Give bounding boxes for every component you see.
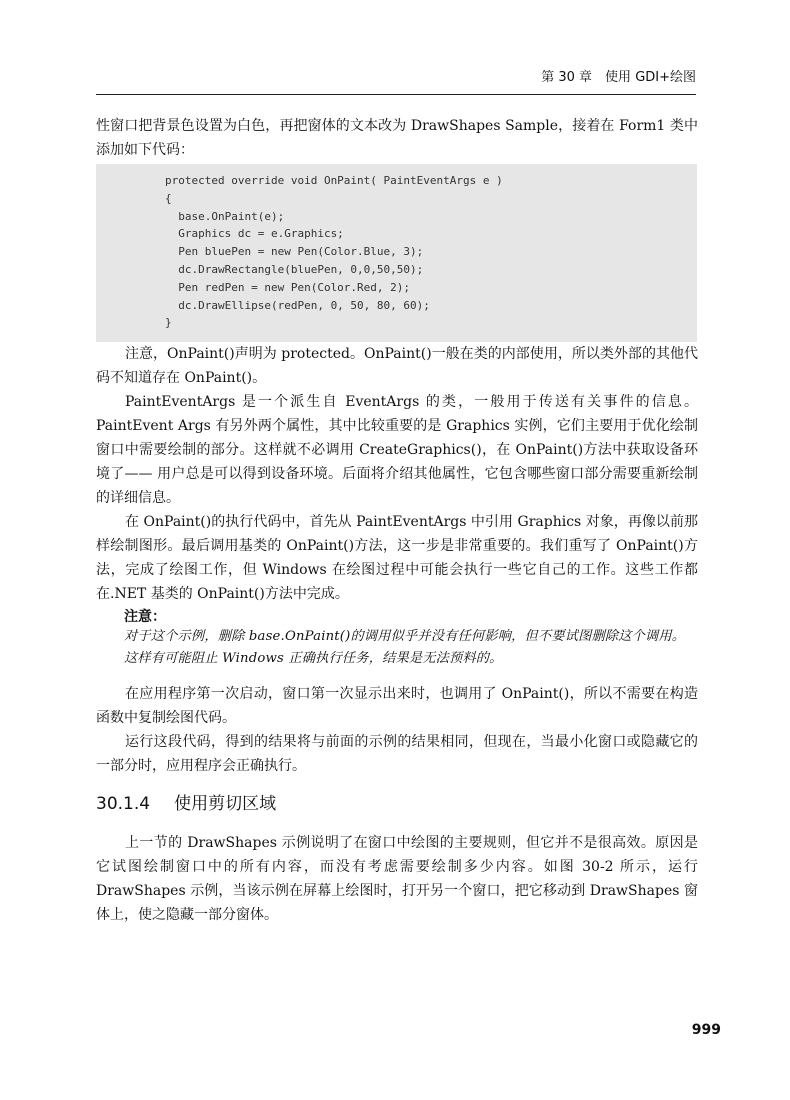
chapter-title: 第 30 章 使用 GDI+绘图 xyxy=(541,70,696,85)
code-line: { xyxy=(165,191,172,205)
code-block xyxy=(96,164,697,342)
intro-section xyxy=(96,114,698,162)
body-paragraph: 注意，OnPaint()声明为 protected。OnPaint()一般在类的内部使用，所以类外部的其他代码不知道存在 OnPaint()。 xyxy=(96,346,698,386)
page-header xyxy=(96,66,696,95)
intro-paragraph: 性窗口把背景色设置为白色，再把窗体的文本改为 DrawShapes Sample，接着在 Form1 类中添加如下代码： xyxy=(96,118,698,158)
note-title: 注意： xyxy=(124,609,166,625)
explanation-section xyxy=(96,342,698,606)
after-note-section xyxy=(96,682,698,778)
note-text: 对于这个示例，删除 base.OnPaint()的调用似乎并没有任何影响，但不要试图删除这个调用。这样有可能阻止 Windows 正确执行任务，结果是无法预料的。 xyxy=(124,629,686,666)
code-line: Pen redPen = new Pen(Color.Red, 2); xyxy=(165,280,411,294)
code-line: } xyxy=(165,316,172,330)
body-paragraph: 在应用程序第一次启动，窗口第一次显示出来时，也调用了 OnPaint()，所以不需要在构造函数中复制绘图代码。 xyxy=(96,686,698,726)
body-paragraph: 上一节的 DrawShapes 示例说明了在窗口中绘图的主要规则，但它并不是很高效。原因是它试图绘制窗口中的所有内容，而没有考虑需要绘制多少内容。如图 30-2 所示，运行 DrawShapes 示例，当该示例在屏幕上绘图时，打开另一个窗口，把它移动到 DrawShapes 窗体上，使之隐藏一部分窗体。 xyxy=(96,835,698,923)
body-paragraph: 运行这段代码，得到的结果将与前面的示例的结果相同，但现在，当最小化窗口或隐藏它的一部分时，应用程序会正确执行。 xyxy=(96,734,698,774)
code-line: dc.DrawEllipse(redPen, 0, 50, 80, 60); xyxy=(165,298,430,312)
body-paragraph: 在 OnPaint()的执行代码中，首先从 PaintEventArgs 中引用 Graphics 对象，再像以前那样绘制图形。最后调用基类的 OnPaint()方法，这一步是非常重要的。我们重写了 OnPaint()方法，完成了绘图工作，但 Windows 在绘图过程中可能会执行一些它自己的工作。这些工作都在.NET 基类的 OnPaint()方法中完成。 xyxy=(96,514,698,602)
page-number: 999 xyxy=(691,1022,721,1038)
section-title: 使用剪切区域 xyxy=(174,794,277,814)
code-line: Graphics dc = e.Graphics; xyxy=(165,227,344,241)
code-line: dc.DrawRectangle(bluePen, 0,0,50,50); xyxy=(165,262,424,276)
body-paragraph: PaintEventArgs 是一个派生自 EventArgs 的类，一般用于传送有关事件的信息。PaintEvent Args 有另外两个属性，其中比较重要的是 Graphics 实例，它们主要用于优化绘制窗口中需要绘制的部分。这样就不必调用 CreateGraphics()，在 OnPaint()方法中获取设备环境了—— 用户总是可以得到设备环境。后面将介绍其他属性，它包含哪些窗口部分需要重新绘制的详细信息。 xyxy=(96,394,698,506)
code-line: Pen bluePen = new Pen(Color.Blue, 3); xyxy=(165,245,424,259)
section-number: 30.1.4 xyxy=(96,794,151,814)
section-heading xyxy=(96,792,276,816)
code-line: protected override void OnPaint( PaintEventArgs e ) xyxy=(165,174,503,187)
section-body xyxy=(96,831,698,927)
code-line: base.OnPaint(e); xyxy=(165,209,285,223)
